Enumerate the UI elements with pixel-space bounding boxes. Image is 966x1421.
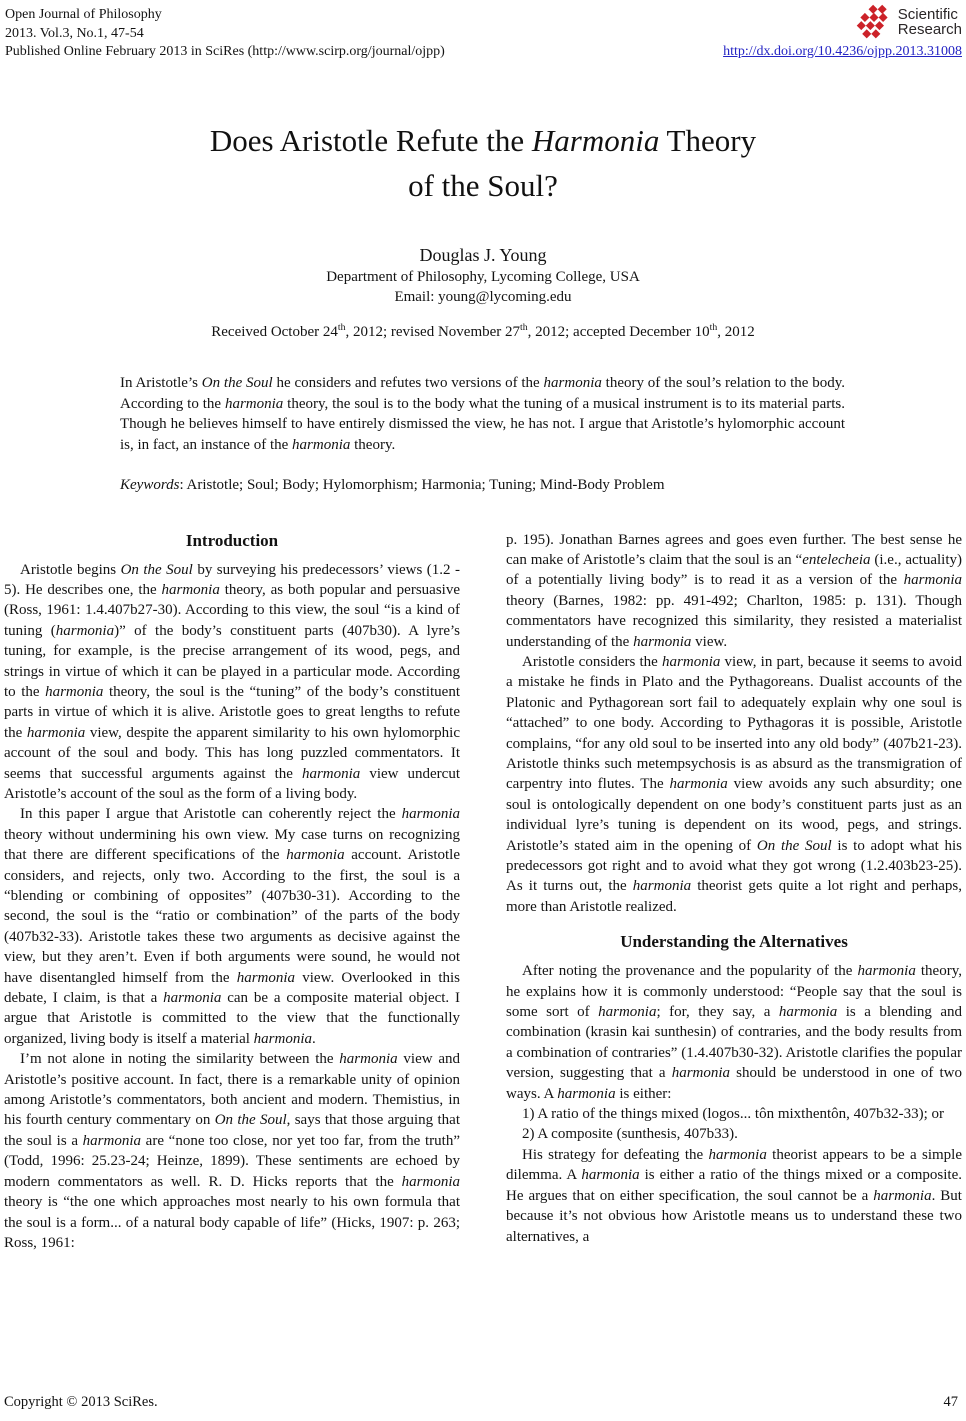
- abstract-text: In Aristotle’s On the Soul he considers and refutes two versions of the harmonia theory of the soul’s relation to the body. According to the harmonia theory, the soul is to the body what the tuning of a musical instrument is to its material parts. Though he believes himself to have entirely dismissed the view, he has not. I argue that Aristotle’s hylomorphic account is, in fact, an instance of the harmonia theory.: [120, 375, 846, 453]
- list-item-ratio: 1) A ratio of the things mixed (logos... tôn mixthentôn, 407b32-33); or: [522, 1106, 945, 1123]
- page-number: 47: [943, 1394, 958, 1410]
- logo-wordmark: [898, 7, 962, 37]
- journal-issue: 2013. Vol.3, No.1, 47-54: [5, 25, 144, 41]
- column-right: [506, 530, 962, 1254]
- section-heading-introduction: Introduction: [185, 530, 279, 550]
- received-dates: Received October 24th, 2012; revised November 27th, 2012; accepted December 10th, 2012: [211, 322, 755, 340]
- author-name: Douglas J. Young: [419, 245, 547, 265]
- paragraph-intro-4: Aristotle considers the harmonia view, in part, because it seems to avoid a mistake he finds in Plato and the Pythagoreans. Dualist accounts of the Platonic and Pythagorean sort fail to adequately explain why one soul is “attached” to one body. According to Pythagoras it is possible, Aristotle complains, “for any old soul to be inserted into any old body” (407b21-23). Aristotle thinks such metempsychosis is as absurd as the transmigration of carpentry into flutes. The harmonia view avoids any such absurdity; one soul is ontologically dependent on one body’s constituent parts just as an individual lyre’s tuning is dependent on its wood, pegs, and strings. Aristotle’s stated aim in the opening of On the Soul is to adopt what his predecessors got right and to avoid what they got wrong (1.2.403b23-25). As it turns out, the harmonia theorist gets quite a lot right and perhaps, more than Aristotle realized.: [506, 653, 963, 915]
- list-item-composite: 2) A composite (sunthesis, 407b33).: [522, 1126, 738, 1143]
- article-columns: [0, 530, 966, 1254]
- doi-line: [723, 42, 962, 60]
- paper-title-line-1: Does Aristotle Refute the Harmonia Theory: [209, 123, 757, 158]
- journal-published-line: Published Online February 2013 in SciRes (http://www.scirp.org/journal/ojpp): [5, 44, 445, 60]
- journal-header-right: [723, 2, 962, 60]
- logo-line-2: Research: [897, 21, 962, 38]
- column-left: [4, 530, 460, 1254]
- copyright-notice: Copyright © 2013 SciRes.: [4, 1394, 158, 1410]
- logo-line-1: Scientific: [897, 6, 958, 23]
- journal-name: Open Journal of Philosophy: [5, 7, 162, 22]
- journal-header: [0, 0, 966, 68]
- paragraph-alternatives-1: After noting the provenance and the popularity of the harmonia theory, he explains how it is commonly understood: “People say that the soul is some sort of harmonia; for, they say, a harmonia is a blending and combination (krasin kai sunthesin) of contraries, and the body results from a combination of contraries” (1.4.407b30-32). Aristotle clarifies the popular version, suggesting that a harmonia should be understood in one of two ways. A harmonia is either:: [506, 963, 963, 1102]
- paragraph-intro-3-continued: p. 195). Jonathan Barnes agrees and goes even further. The best sense he can make of Aristotle’s claim that the soul is an “entelecheia (i.e., actuality) of a potentially living body” is to read it as a version of the harmonia theory (Barnes, 1982: pp. 491-492; Charlton, 1985: p. 131). Though commentators have recognized this similarity, they resisted a materialist understanding of the harmonia view.: [506, 531, 962, 650]
- scientific-research-logo: [854, 2, 962, 42]
- section-heading-alternatives: Understanding the Alternatives: [620, 932, 848, 952]
- paragraph-intro-2: In this paper I argue that Aristotle can coherently reject the harmonia theory without undermining his own view. My case turns on recognizing that there are different specifications of the harmonia account. Aristotle considers, and rejects, only two. According to the first, the soul is a “blending or combining of opposites” (407b30-31). According to the second, the soul is the “ratio or combination” of the parts of the body (407b32-33). Aristotle takes these two arguments as decisive against the view, but they aren’t. Even if both arguments were sound, he would not have disentangled himself from the harmonia view. Overlooked in this debate, I claim, is that a harmonia can be a composite material object. I argue that Aristotle is committed to the view that the functionally organized, living body is itself a material harmonia.: [4, 806, 461, 1047]
- paragraph-intro-1: Aristotle begins On the Soul by surveying his predecessors’ views (1.2 - 5). He describes one, the harmonia theory, as both popular and persuasive (Ross, 1961: 1.4.407b27-30). According to this view, the soul “is a kind of tuning (harmonia)” of the body’s constituent parts (407b30). A lyre’s tuning, for example, is the precise arrangement of its wood, pegs, and strings in virtue of which it can be played in a particular mode. According to the harmonia theory, the soul is the “tuning” of the body’s constituent parts in virtue of which it is alive. Aristotle goes to great lengths to refute the harmonia view, despite the apparent similarity to his own hylomorphic account of the soul and body. This has long puzzled commentators. It seems that successful arguments against the harmonia view undercut Aristotle’s account of the soul as the form of a living body.: [4, 561, 461, 802]
- author-block: [0, 244, 966, 306]
- scires-diamonds-icon: [854, 2, 894, 42]
- paper-title: [0, 118, 966, 208]
- paragraph-intro-3: I’m not alone in noting the similarity between the harmonia view and Aristotle’s positive account. In fact, there is a remarkable unity of opinion among Aristotle’s commentators, both ancient and modern. Themistius, in his fourth century commentary on On the Soul, says that those arguing that the soul is a harmonia are “none too close, nor yet too far, from the truth” (Todd, 1996: 25.23-24; Heinze, 1899). These sentiments are echoed by modern commentators as well. R. D. Hicks reports that the harmonia theory is “the one which approaches most nearly to his own formula that the soul is a form... of a natural body capable of life” (Hicks, 1907: p. 263; Ross, 1961:: [4, 1051, 460, 1251]
- paper-title-line-2: of the Soul?: [408, 168, 558, 203]
- doi-link[interactable]: http://dx.doi.org/10.4236/ojpp.2013.31008: [723, 44, 962, 59]
- paragraph-alternatives-2: His strategy for defeating the harmonia theorist appears to be a simple dilemma. A harmonia is either a ratio of the things mixed or a composite. He argues that on either specification, the soul cannot be a harmonia. But because it’s not obvious how Aristotle means us to understand these two alternatives, a: [506, 1146, 962, 1245]
- keywords-line: Keywords: Aristotle; Soul; Body; Hylomorphism; Harmonia; Tuning; Mind-Body Problem: [120, 477, 665, 493]
- author-affiliation: Department of Philosophy, Lycoming College, USA: [326, 269, 640, 285]
- author-email: Email: young@lycoming.edu: [394, 289, 572, 305]
